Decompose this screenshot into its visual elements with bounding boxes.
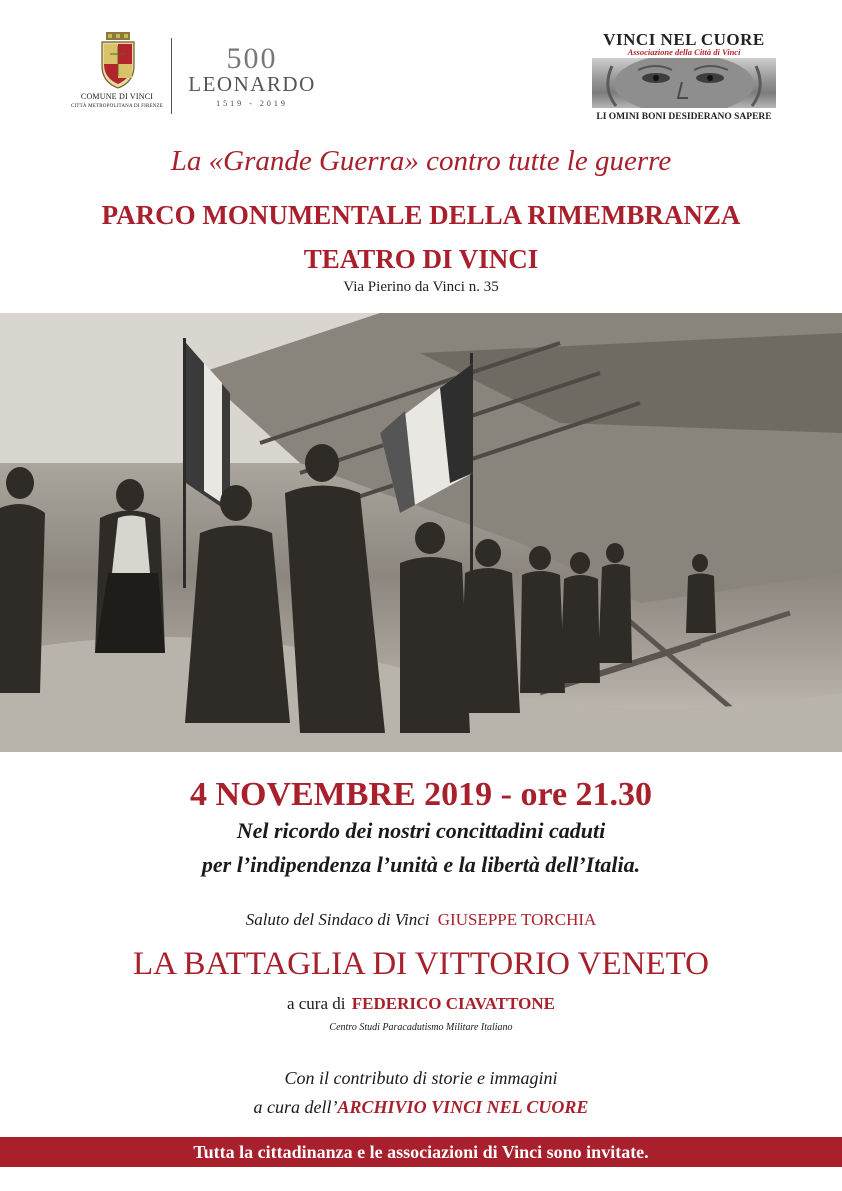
leonardo-years: 1519 - 2019 <box>216 99 288 108</box>
vnc-motto: LI OMINI BONI DESIDERANO SAPERE <box>596 112 772 122</box>
vnc-association: Associazione della Città di Vinci <box>627 47 741 57</box>
vinci-nel-cuore-logo <box>586 30 782 126</box>
curated-by <box>0 994 842 1014</box>
coat-of-arms-icon <box>98 32 138 90</box>
logo-divider <box>171 38 172 114</box>
venue-address: Via Pierino da Vinci n. 35 <box>343 279 499 295</box>
lecture-title: LA BATTAGLIA DI VITTORIO VENETO <box>132 946 710 982</box>
speaker-name: FEDERICO CIAVATTONE <box>351 994 556 1013</box>
comune-subtitle: CITTÀ METROPOLITANA DI FIRENZE <box>70 104 164 109</box>
contribution-line-2 <box>0 1097 842 1118</box>
contribution-line-1: Con il contributo di storie e immagini <box>284 1068 558 1088</box>
curated-prefix: a cura di <box>286 994 346 1013</box>
comune-name: COMUNE DI VINCI <box>80 92 154 101</box>
mayor-name: GIUSEPPE TORCHIA <box>437 910 597 929</box>
event-date-time: 4 NOVEMBRE 2019 - ore 21.30 <box>189 776 653 813</box>
speaker-affiliation: Centro Studi Paracadutismo Militare Italiano <box>329 1022 513 1033</box>
leonardo-portrait-image <box>592 58 776 108</box>
footer-text: Tutta la cittadinanza e le associazioni di Vinci sono invitate. <box>193 1142 649 1162</box>
contribution-prefix: a cura dell’ <box>253 1097 338 1117</box>
venue-line-2: TEATRO DI VINCI <box>303 244 539 274</box>
historical-photo <box>0 313 842 752</box>
event-subtitle: La «Grande Guerra» contro tutte le guerre <box>170 145 672 177</box>
memory-line-1: Nel ricordo dei nostri concittadini caduti <box>236 818 606 843</box>
archive-name: ARCHIVIO VINCI NEL CUORE <box>337 1097 589 1117</box>
comune-di-vinci-logo <box>62 30 172 126</box>
leonardo-number: 500 <box>226 42 278 75</box>
footer-banner <box>0 1137 842 1167</box>
mayor-greeting <box>0 910 842 930</box>
memory-line-2: per l’indipendenza l’unità e la libertà dell’Italia. <box>201 852 641 877</box>
venue-line-1: PARCO MONUMENTALE DELLA RIMEMBRANZA <box>101 200 741 230</box>
vnc-title: VINCI NEL CUORE <box>603 30 765 49</box>
greeting-prefix: Saluto del Sindaco di Vinci <box>245 910 430 929</box>
leonardo-name: LEONARDO <box>188 72 316 96</box>
leonardo-500-logo <box>182 42 322 112</box>
